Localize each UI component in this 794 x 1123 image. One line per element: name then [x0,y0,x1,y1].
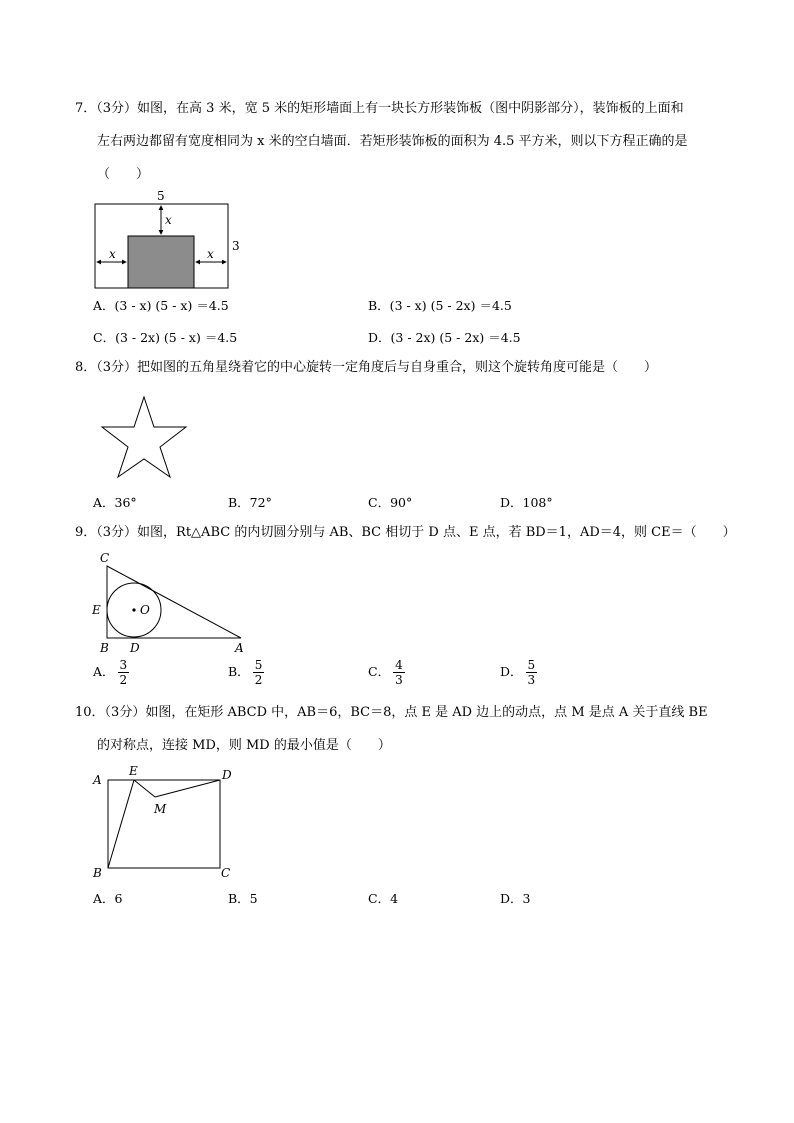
q10-line-2: 的对称点，连接 MD，则 MD 的最小值是（ ） [97,738,391,753]
q10-label-d: D [222,768,232,782]
q9-option-b-label: B． [228,664,250,679]
q9-option-c-label: C． [368,664,391,679]
q10-label-b: B [93,866,102,880]
q7-label-gap-left: x [109,247,116,261]
q9-option-a-fraction [118,658,130,687]
q9-option-a-label: A． [93,664,115,679]
q10-rectangle [108,780,220,868]
q10-label-m: M [154,802,167,816]
q7-option-b: B．(3 - x) (5 - 2x) ＝4.5 [368,298,512,313]
q9-figure [88,548,258,656]
q9-option-b-denominator: 2 [254,673,263,687]
q7-option-a: A．(3 - x) (5 - x) ＝4.5 [93,298,229,313]
q10-figure [88,762,238,882]
q10-option-d: D．3 [500,891,531,906]
q8-option-c: C．90° [368,495,413,510]
q9-option-d-fraction [526,658,538,687]
q9-option-b [228,658,264,687]
q10-label-e: E [129,764,138,778]
q10-line-1: 10．（3分）如图，在矩形 ABCD 中，AB＝6，BC＝8，点 E 是 AD 边上的动点，点 M 是点 A 关于直线 BE [75,705,708,720]
q7-line-3: （ ） [97,167,150,182]
q9-option-a-numerator: 3 [119,658,128,672]
question-8 [75,351,735,384]
q10-option-a: A．6 [93,891,123,906]
q8-star-shape [102,397,186,477]
q7-label-side: 3 [232,239,240,253]
q9-line-1: 9．（3分）如图，Rt△ABC 的内切圆分别与 AB、BC 相切于 D 点、E 点，若 BD＝1，AD＝4，则 CE＝（ ） [75,525,736,540]
q8-option-b: B．72° [228,495,272,510]
q9-option-b-fraction [253,658,265,687]
question-9 [75,516,735,549]
q8-option-a: A．36° [93,495,137,510]
q9-option-a-denominator: 2 [119,673,128,687]
q9-option-d-label: D． [500,664,523,679]
q9-label-o: O [140,603,150,617]
question-7 [75,92,735,191]
q9-option-c [368,658,405,687]
q9-option-c-fraction [393,658,405,687]
q9-option-c-denominator: 3 [395,673,403,687]
q7-option-c: C．(3 - 2x) (5 - x) ＝4.5 [93,330,238,345]
q7-label-top: 5 [157,189,165,203]
q8-star-figure [95,392,195,482]
q9-option-b-numerator: 5 [254,658,263,672]
question-10 [75,696,735,762]
q9-option-a [93,658,129,687]
q9-center-dot [132,608,135,611]
q10-label-c: C [221,866,231,880]
q10-option-c: C．4 [368,891,399,906]
q9-triangle [107,566,241,638]
q10-segment-be [108,780,134,868]
q9-label-a: A [235,641,244,655]
q10-segment-em [134,780,155,797]
q8-option-d: D．108° [500,495,553,510]
q10-segment-md [155,780,220,797]
q9-label-c: C [100,551,110,565]
q9-option-d [500,658,537,687]
q10-label-a: A [93,773,102,787]
q7-line-2: 左右两边都留有宽度相同为 x 米的空白墙面．若矩形装饰板的面积为 4.5 平方米，则以下方程正确的是 [97,134,688,149]
q7-option-d: D．(3 - 2x) (5 - 2x) ＝4.5 [368,330,521,345]
q9-label-b: B [100,641,109,655]
q9-label-d: D [130,641,140,655]
q7-decor-panel [128,236,194,288]
q9-option-c-numerator: 4 [395,658,403,672]
q9-label-e: E [92,603,101,617]
q10-option-b: B．5 [228,891,258,906]
q7-line-1: 7．（3分）如图，在高 3 米，宽 5 米的矩形墙面上有一块长方形装饰板（图中阴影部分），装饰板的上面和 [75,101,684,116]
q9-option-d-numerator: 5 [527,658,536,672]
q8-line-1: 8．（3分）把如图的五角星绕着它的中心旋转一定角度后与自身重合，则这个旋转角度可能是（ ） [75,360,658,375]
q7-label-gap-top: x [165,213,172,227]
q7-label-gap-right: x [207,247,214,261]
q7-figure [90,186,250,294]
q9-option-d-denominator: 3 [527,673,536,687]
